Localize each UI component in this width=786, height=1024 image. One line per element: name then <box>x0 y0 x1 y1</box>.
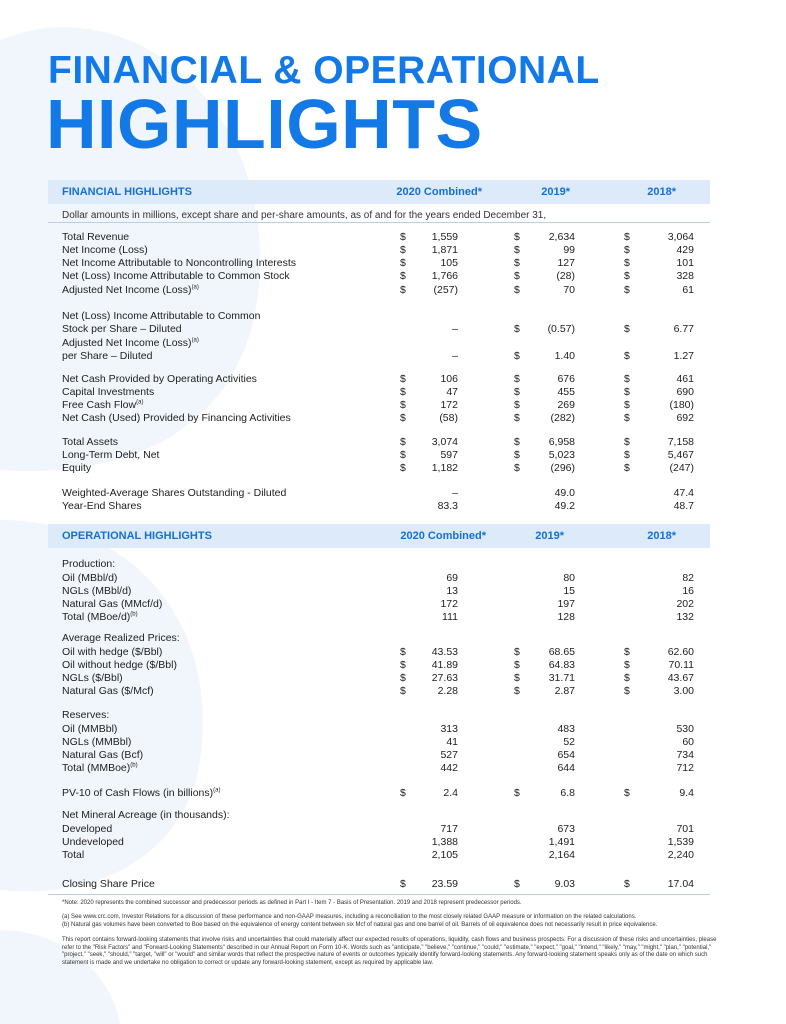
financial-row <box>0 337 786 350</box>
row-label-text: Year-End Shares <box>62 500 142 512</box>
value-2020: 47 <box>446 386 458 398</box>
value-2020: 1,871 <box>431 244 458 256</box>
financial-highlights-header <box>48 180 710 204</box>
operational-row <box>0 749 786 762</box>
value-2020: 172 <box>440 399 458 411</box>
row-label-text: Net Cash (Used) Provided by Financing Activities <box>62 412 291 424</box>
row-label-text: Natural Gas (MMcf/d) <box>62 598 163 610</box>
value-2019: 654 <box>557 749 575 761</box>
dollar-sign-2019: $ <box>514 672 520 684</box>
value-2020: 172 <box>440 598 458 610</box>
financial-row <box>0 500 786 513</box>
row-label-text: Total <box>62 849 85 861</box>
value-2018: 62.60 <box>667 646 694 658</box>
value-2019: 64.83 <box>548 659 575 671</box>
operational-row <box>0 572 786 585</box>
value-2018: 461 <box>676 373 694 385</box>
dollar-sign-2018: $ <box>624 878 630 890</box>
operational-col-2018: 2018* <box>647 530 676 542</box>
row-label-text: Capital Investments <box>62 386 155 398</box>
row-label <box>62 412 291 425</box>
value-2020: 111 <box>442 611 458 623</box>
financial-row <box>0 284 786 297</box>
value-2020: (58) <box>439 412 458 424</box>
value-2019: 70 <box>563 284 575 296</box>
row-label-text: NGLs (MBbl/d) <box>62 585 132 597</box>
row-label-text: Stock per Share – Diluted <box>62 323 182 335</box>
dollar-sign-2019: $ <box>514 244 520 256</box>
row-label <box>62 749 143 762</box>
row-label <box>62 270 290 283</box>
row-label <box>62 836 124 849</box>
value-2020: 2,105 <box>431 849 458 861</box>
row-label-text: Adjusted Net Income (Loss) <box>62 337 192 349</box>
row-label <box>62 323 182 336</box>
row-label <box>62 672 123 685</box>
value-2018: 328 <box>676 270 694 282</box>
footnote-a: (a) See www.crc.com, Investor Relations for a discussion of these performance and non-GAAP measures, including a reconciliation to the most closely related GAAP measure or information on the related calculations. <box>62 914 637 920</box>
value-2020: 43.53 <box>431 646 458 658</box>
row-label-text: NGLs (MMBbl) <box>62 736 132 748</box>
value-2019: 673 <box>557 823 575 835</box>
row-label-text: Developed <box>62 823 113 835</box>
financial-section-title: FINANCIAL HIGHLIGHTS <box>62 186 192 198</box>
dollar-sign-2019: $ <box>514 350 520 362</box>
operational-col-2019: 2019* <box>535 530 564 542</box>
financial-col-2020: 2020 Combined* <box>396 186 482 198</box>
row-label-text: Long-Term Debt, Net <box>62 449 160 461</box>
dollar-sign-2018: $ <box>624 672 630 684</box>
dollar-sign-2020: $ <box>400 244 406 256</box>
value-2018: 82 <box>682 572 694 584</box>
dollar-sign-2020: $ <box>400 436 406 448</box>
row-label <box>62 823 112 836</box>
row-label <box>62 659 177 672</box>
dollar-sign-2020: $ <box>400 685 406 697</box>
operational-row <box>0 878 786 891</box>
value-2019: (296) <box>550 462 575 474</box>
row-label <box>62 310 260 323</box>
financial-row <box>0 310 786 323</box>
acreage-group-label: Net Mineral Acreage (in thousands): <box>62 809 230 821</box>
row-label-text: Net Income (Loss) <box>62 244 148 256</box>
row-label <box>62 350 152 363</box>
dollar-sign-2018: $ <box>624 373 630 385</box>
value-2018: 1,539 <box>667 836 694 848</box>
value-2019: 2.87 <box>554 685 575 697</box>
value-2020: – <box>452 323 458 335</box>
row-label-text: PV-10 of Cash Flows (in billions) <box>62 787 214 799</box>
row-label <box>62 500 142 513</box>
operational-row <box>0 823 786 836</box>
value-2018: 6.77 <box>673 323 694 335</box>
financial-row <box>0 270 786 283</box>
row-label <box>62 373 257 386</box>
dollar-sign-2019: $ <box>514 436 520 448</box>
value-2019: (28) <box>556 270 575 282</box>
value-2019: 9.03 <box>554 878 575 890</box>
row-label-text: Natural Gas ($/Mcf) <box>62 685 154 697</box>
dollar-sign-2018: $ <box>624 323 630 335</box>
value-2020: 442 <box>440 762 458 774</box>
value-2018: 70.11 <box>668 659 694 671</box>
value-2018: 2,240 <box>667 849 694 861</box>
operational-section-title: OPERATIONAL HIGHLIGHTS <box>62 530 212 542</box>
value-2018: 202 <box>676 598 694 610</box>
value-2018: 7,158 <box>667 436 694 448</box>
row-label-text: Oil (MBbl/d) <box>62 572 118 584</box>
operational-highlights-header <box>48 524 710 548</box>
page-title-line-2: HIGHLIGHTS <box>46 85 483 163</box>
financial-row <box>0 462 786 475</box>
operational-row <box>0 685 786 698</box>
operational-row <box>0 585 786 598</box>
dollar-sign-2019: $ <box>514 449 520 461</box>
value-2020: 41.89 <box>431 659 458 671</box>
row-label-text: NGLs ($/Bbl) <box>62 672 123 684</box>
operational-row <box>0 736 786 749</box>
value-2018: 690 <box>676 386 694 398</box>
dollar-sign-2018: $ <box>624 231 630 243</box>
dollar-sign-2019: $ <box>514 373 520 385</box>
financial-row <box>0 399 786 412</box>
value-2018: 734 <box>676 749 694 761</box>
dollar-sign-2020: $ <box>400 878 406 890</box>
operational-row <box>0 723 786 736</box>
value-2020: 69 <box>446 572 458 584</box>
dollar-sign-2020: $ <box>400 659 406 671</box>
row-label-text: per Share – Diluted <box>62 350 153 362</box>
value-2019: 6.8 <box>560 787 575 799</box>
financial-row <box>0 257 786 270</box>
dollar-sign-2019: $ <box>514 386 520 398</box>
value-2020: 105 <box>440 257 458 269</box>
financial-units-note: Dollar amounts in millions, except share and per-share amounts, as of and for the years ended December 31, <box>62 210 547 221</box>
dollar-sign-2018: $ <box>624 284 630 296</box>
value-2019: 5,023 <box>548 449 575 461</box>
dollar-sign-2018: $ <box>624 646 630 658</box>
value-2019: 49.0 <box>554 487 575 499</box>
footnote-marker: (a) <box>136 399 144 406</box>
value-2018: 101 <box>676 257 694 269</box>
row-label-text: Oil without hedge ($/Bbl) <box>62 659 177 671</box>
value-2019: 1,491 <box>548 836 575 848</box>
dollar-sign-2018: $ <box>624 462 630 474</box>
value-2019: 455 <box>557 386 575 398</box>
row-label-text: Net Cash Provided by Operating Activities <box>62 373 257 385</box>
row-label <box>62 487 286 500</box>
dollar-sign-2020: $ <box>400 449 406 461</box>
value-2018: 16 <box>682 585 694 597</box>
footnote-marker: (a) <box>213 787 221 794</box>
row-label-text: Net (Loss) Income Attributable to Common Stock <box>62 270 290 282</box>
financial-row <box>0 412 786 425</box>
dollar-sign-2019: $ <box>514 323 520 335</box>
financial-row <box>0 244 786 257</box>
operational-row <box>0 787 786 800</box>
row-label-text: Adjusted Net Income (Loss) <box>62 284 192 296</box>
value-2018: 47.4 <box>673 487 694 499</box>
operational-row <box>0 836 786 849</box>
production-group-label: Production: <box>62 558 116 570</box>
value-2019: 269 <box>557 399 575 411</box>
dollar-sign-2018: $ <box>624 659 630 671</box>
value-2020: 83.3 <box>437 500 458 512</box>
row-label-text: Oil (MMBbl) <box>62 723 118 735</box>
dollar-sign-2020: $ <box>400 462 406 474</box>
dollar-sign-2020: $ <box>400 257 406 269</box>
row-label <box>62 849 84 862</box>
financial-row <box>0 350 786 363</box>
dollar-sign-2020: $ <box>400 231 406 243</box>
value-2019: 127 <box>557 257 575 269</box>
value-2020: 2.28 <box>437 685 458 697</box>
value-2018: 1.27 <box>673 350 694 362</box>
value-2020: 13 <box>446 585 458 597</box>
value-2018: 9.4 <box>679 787 694 799</box>
operational-row <box>0 598 786 611</box>
dollar-sign-2018: $ <box>624 449 630 461</box>
row-label-text: Net (Loss) Income Attributable to Common <box>62 310 261 322</box>
value-2020: 313 <box>440 723 458 735</box>
dollar-sign-2020: $ <box>400 787 406 799</box>
value-2020: 597 <box>440 449 458 461</box>
footnote-note: *Note: 2020 represents the combined successor and predecessor periods as defined in Part I - Item 7 - Basis of Presentation. 2019 and 2018 represent predecessor periods. <box>62 900 522 906</box>
row-label <box>62 449 159 462</box>
dollar-sign-2019: $ <box>514 284 520 296</box>
dollar-sign-2019: $ <box>514 462 520 474</box>
value-2019: 676 <box>557 373 575 385</box>
row-label-text: Oil with hedge ($/Bbl) <box>62 646 163 658</box>
dollar-sign-2018: $ <box>624 412 630 424</box>
value-2019: 49.2 <box>554 500 575 512</box>
row-label <box>62 762 138 775</box>
operational-row <box>0 849 786 862</box>
dollar-sign-2018: $ <box>624 386 630 398</box>
value-2019: 6,958 <box>548 436 575 448</box>
footnote-disclaimer: This report contains forward-looking statements that involve risks and uncertainties that could materially affect our expected results of operations, liquidity, cash flows and business prospects. For a discussion of these risks and uncertainties, please refer to the "Risk Factors" and "Forward-Looking Statements" described in our Annual Report on Form 10-K. Words such as "anticipate," "believe," "continue," "could," "estimate," "expect," "goal," "intend," "likely," "may," "might," "plan," "potential," "project," "seek," "should," "target, "will" or "would" and similar words that reflect the prospective nature of events or outcomes typically identify forward-looking statements. Any forward-looking statement speaks only as of the date on which such statement is made and we undertake no obligation to correct or update any forward-looking statement, except as required by applicable law. <box>62 937 717 966</box>
value-2019: 483 <box>557 723 575 735</box>
row-label-text: Undeveloped <box>62 836 124 848</box>
financial-row <box>0 231 786 244</box>
row-label <box>62 436 118 449</box>
footnote-marker: (a) <box>191 284 199 291</box>
value-2020: 106 <box>440 373 458 385</box>
value-2018: 61 <box>682 284 694 296</box>
value-2018: 429 <box>676 244 694 256</box>
value-2018: 701 <box>676 823 694 835</box>
operational-row <box>0 611 786 624</box>
row-label-text: Net Income Attributable to Noncontrolling Interests <box>62 257 297 269</box>
dollar-sign-2019: $ <box>514 685 520 697</box>
operational-row <box>0 646 786 659</box>
dollar-sign-2019: $ <box>514 231 520 243</box>
row-label <box>62 284 199 297</box>
dollar-sign-2018: $ <box>624 685 630 697</box>
dollar-sign-2018: $ <box>624 244 630 256</box>
value-2020: – <box>452 350 458 362</box>
dollar-sign-2018: $ <box>624 270 630 282</box>
dollar-sign-2020: $ <box>400 646 406 658</box>
row-label-text: Equity <box>62 462 92 474</box>
value-2018: 530 <box>676 723 694 735</box>
reserves-group-label: Reserves: <box>62 709 110 721</box>
dollar-sign-2018: $ <box>624 787 630 799</box>
row-label <box>62 337 199 350</box>
dollar-sign-2019: $ <box>514 878 520 890</box>
row-label <box>62 723 117 736</box>
dollar-sign-2019: $ <box>514 646 520 658</box>
row-label-text: Total (MBoe/d) <box>62 611 131 623</box>
value-2019: 197 <box>557 598 575 610</box>
dollar-sign-2020: $ <box>400 386 406 398</box>
value-2018: 5,467 <box>667 449 694 461</box>
value-2019: (282) <box>550 412 575 424</box>
row-label <box>62 399 143 412</box>
value-2020: 1,766 <box>431 270 458 282</box>
value-2018: (247) <box>669 462 694 474</box>
value-2019: 2,164 <box>548 849 575 861</box>
row-label-text: Weighted-Average Shares Outstanding - Diluted <box>62 487 287 499</box>
row-label <box>62 878 155 891</box>
dollar-sign-2019: $ <box>514 270 520 282</box>
row-label <box>62 646 162 659</box>
value-2020: 1,388 <box>431 836 458 848</box>
row-label <box>62 462 91 475</box>
financial-row <box>0 487 786 500</box>
value-2020: (257) <box>433 284 458 296</box>
row-label-text: Closing Share Price <box>62 878 155 890</box>
value-2019: 99 <box>563 244 575 256</box>
operational-col-2020: 2020 Combined* <box>400 530 486 542</box>
financial-col-2018: 2018* <box>647 186 676 198</box>
dollar-sign-2020: $ <box>400 399 406 411</box>
row-label <box>62 787 221 800</box>
value-2018: 17.04 <box>667 878 694 890</box>
value-2019: 80 <box>563 572 575 584</box>
dollar-sign-2018: $ <box>624 436 630 448</box>
footnotes-divider <box>48 894 710 895</box>
row-label <box>62 572 117 585</box>
value-2020: 527 <box>440 749 458 761</box>
value-2018: 712 <box>676 762 694 774</box>
footnote-marker: (b) <box>130 762 138 769</box>
value-2020: 23.59 <box>431 878 458 890</box>
dollar-sign-2019: $ <box>514 399 520 411</box>
row-label-text: Total Revenue <box>62 231 130 243</box>
value-2018: 43.67 <box>667 672 694 684</box>
value-2019: 644 <box>557 762 575 774</box>
value-2020: 717 <box>440 823 458 835</box>
row-label-text: Natural Gas (Bcf) <box>62 749 144 761</box>
dollar-sign-2020: $ <box>400 373 406 385</box>
value-2019: 15 <box>563 585 575 597</box>
value-2020: 3,074 <box>431 436 458 448</box>
dollar-sign-2019: $ <box>514 412 520 424</box>
dollar-sign-2020: $ <box>400 270 406 282</box>
value-2020: 27.63 <box>431 672 458 684</box>
row-label <box>62 685 154 698</box>
value-2018: 132 <box>676 611 694 623</box>
operational-row <box>0 672 786 685</box>
value-2019: 1.40 <box>554 350 575 362</box>
value-2018: (180) <box>669 399 694 411</box>
value-2018: 3.00 <box>673 685 694 697</box>
value-2018: 48.7 <box>673 500 694 512</box>
value-2020: 1,182 <box>431 462 458 474</box>
value-2019: (0.57) <box>547 323 575 335</box>
dollar-sign-2020: $ <box>400 412 406 424</box>
row-label-text: Total Assets <box>62 436 119 448</box>
dollar-sign-2019: $ <box>514 257 520 269</box>
value-2019: 128 <box>557 611 575 623</box>
value-2020: 1,559 <box>431 231 458 243</box>
dollar-sign-2019: $ <box>514 659 520 671</box>
financial-row <box>0 373 786 386</box>
row-label <box>62 244 148 257</box>
financial-row <box>0 436 786 449</box>
page-title-line-1: FINANCIAL & OPERATIONAL <box>48 49 600 92</box>
footnote-marker: (a) <box>191 337 199 344</box>
row-label <box>62 598 162 611</box>
value-2018: 60 <box>682 736 694 748</box>
financial-row <box>0 449 786 462</box>
row-label-text: Free Cash Flow <box>62 399 137 411</box>
value-2020: 41 <box>446 736 458 748</box>
value-2019: 2,634 <box>548 231 575 243</box>
value-2020: 2.4 <box>443 787 458 799</box>
operational-row <box>0 659 786 672</box>
dollar-sign-2018: $ <box>624 399 630 411</box>
row-label <box>62 585 131 598</box>
value-2020: – <box>452 487 458 499</box>
row-label <box>62 611 138 624</box>
value-2018: 3,064 <box>667 231 694 243</box>
dollar-sign-2020: $ <box>400 284 406 296</box>
dollar-sign-2018: $ <box>624 350 630 362</box>
prices-group-label: Average Realized Prices: <box>62 632 180 644</box>
row-label <box>62 386 154 399</box>
financial-row <box>0 323 786 336</box>
dollar-sign-2018: $ <box>624 257 630 269</box>
value-2018: 692 <box>676 412 694 424</box>
row-label <box>62 736 131 749</box>
financial-divider <box>48 222 710 223</box>
dollar-sign-2020: $ <box>400 672 406 684</box>
row-label <box>62 231 129 244</box>
footnote-marker: (b) <box>130 611 138 618</box>
row-label-text: Total (MMBoe) <box>62 762 131 774</box>
footnote-b: (b) Natural gas volumes have been converted to Boe based on the equivalence of energy content between six Mcf of natural gas and one barrel of oil. Barrels of oil equivalence does not necessarily result in price equivalence. <box>62 922 658 928</box>
financial-col-2019: 2019* <box>541 186 570 198</box>
value-2019: 31.71 <box>548 672 575 684</box>
value-2019: 52 <box>563 736 575 748</box>
dollar-sign-2019: $ <box>514 787 520 799</box>
financial-row <box>0 386 786 399</box>
row-label <box>62 257 296 270</box>
operational-row <box>0 762 786 775</box>
value-2019: 68.65 <box>548 646 575 658</box>
